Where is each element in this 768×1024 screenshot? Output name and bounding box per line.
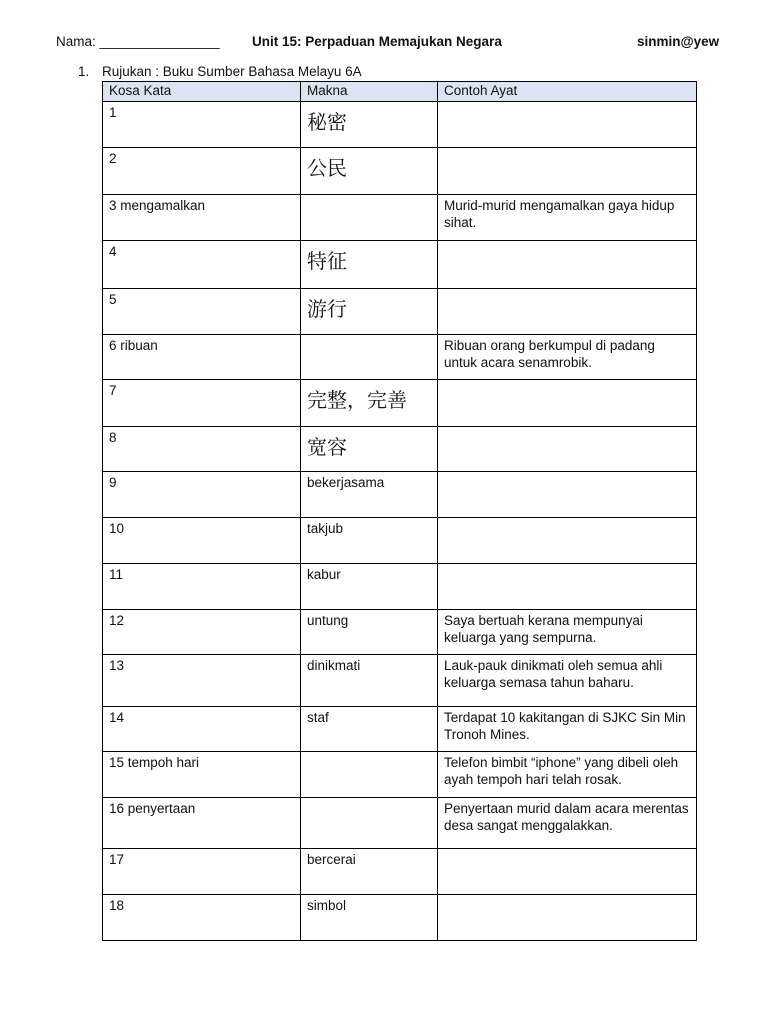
makna-cell <box>301 752 438 798</box>
table-row <box>103 752 697 798</box>
contoh-ayat-cell: Telefon bimbit “iphone” yang dibeli oleh ayah tempoh hari telah rosak. <box>438 752 697 798</box>
kosa-kata-cell: 17 <box>103 849 301 895</box>
makna-cell: staf <box>301 707 438 752</box>
contoh-ayat-cell: Lauk-pauk dinikmati oleh semua ahli keluarga semasa tahun baharu. <box>438 655 697 707</box>
contoh-ayat-cell <box>438 102 697 148</box>
kosa-kata-cell: 9 <box>103 472 301 518</box>
kosa-kata-cell: 8 <box>103 427 301 472</box>
contoh-ayat-cell <box>438 895 697 941</box>
vocabulary-table <box>102 81 697 941</box>
kosa-kata-cell: 2 <box>103 148 301 195</box>
contoh-ayat-cell <box>438 241 697 289</box>
kosa-kata-cell: 18 <box>103 895 301 941</box>
table-row <box>103 289 697 335</box>
table-row <box>103 380 697 427</box>
contoh-ayat-cell <box>438 380 697 427</box>
kosa-kata-cell: 12 <box>103 610 301 655</box>
header-kosa-kata: Kosa Kata <box>103 82 301 102</box>
table-row <box>103 849 697 895</box>
contoh-ayat-cell: Murid-murid mengamalkan gaya hidup sihat. <box>438 195 697 241</box>
table-row <box>103 472 697 518</box>
contoh-ayat-cell: Penyertaan murid dalam acara merentas desa sangat menggalakkan. <box>438 798 697 849</box>
table-row <box>103 148 697 195</box>
kosa-kata-cell: 15 tempoh hari <box>103 752 301 798</box>
makna-cell <box>301 798 438 849</box>
table-row <box>103 518 697 564</box>
kosa-kata-cell: 7 <box>103 380 301 427</box>
table-row <box>103 241 697 289</box>
makna-cell: kabur <box>301 564 438 610</box>
table-row <box>103 335 697 380</box>
table-row <box>103 102 697 148</box>
contoh-ayat-cell <box>438 427 697 472</box>
contoh-ayat-cell <box>438 289 697 335</box>
makna-cell: simbol <box>301 895 438 941</box>
contoh-ayat-cell: Ribuan orang berkumpul di padang untuk acara senamrobik. <box>438 335 697 380</box>
kosa-kata-cell: 4 <box>103 241 301 289</box>
contoh-ayat-cell: Saya bertuah kerana mempunyai keluarga yang sempurna. <box>438 610 697 655</box>
kosa-kata-cell: 3 mengamalkan <box>103 195 301 241</box>
makna-cell: 完整，完善 <box>301 380 438 427</box>
table-row <box>103 895 697 941</box>
kosa-kata-cell: 5 <box>103 289 301 335</box>
reference-line <box>78 64 362 79</box>
contoh-ayat-cell <box>438 472 697 518</box>
kosa-kata-cell: 1 <box>103 102 301 148</box>
name-field-label: Nama: ________________ <box>56 34 220 49</box>
table-row <box>103 195 697 241</box>
makna-cell: 游行 <box>301 289 438 335</box>
table-row <box>103 707 697 752</box>
kosa-kata-cell: 6 ribuan <box>103 335 301 380</box>
contoh-ayat-cell <box>438 849 697 895</box>
reference-number: 1. <box>78 64 90 79</box>
header-contoh-ayat: Contoh Ayat <box>438 82 697 102</box>
header-makna: Makna <box>301 82 438 102</box>
makna-cell: 宽容 <box>301 427 438 472</box>
kosa-kata-cell: 11 <box>103 564 301 610</box>
table-row <box>103 655 697 707</box>
table-row <box>103 564 697 610</box>
document-header <box>0 34 768 52</box>
table-body <box>103 102 697 941</box>
kosa-kata-cell: 16 penyertaan <box>103 798 301 849</box>
makna-cell: 特征 <box>301 241 438 289</box>
makna-cell: untung <box>301 610 438 655</box>
makna-cell: bercerai <box>301 849 438 895</box>
contoh-ayat-cell: Terdapat 10 kakitangan di SJKC Sin Min Tronoh Mines. <box>438 707 697 752</box>
kosa-kata-cell: 14 <box>103 707 301 752</box>
makna-cell: takjub <box>301 518 438 564</box>
makna-cell: bekerjasama <box>301 472 438 518</box>
reference-text: Rujukan : Buku Sumber Bahasa Melayu 6A <box>102 64 362 79</box>
contoh-ayat-cell <box>438 564 697 610</box>
unit-title: Unit 15: Perpaduan Memajukan Negara <box>252 34 502 49</box>
kosa-kata-cell: 13 <box>103 655 301 707</box>
contoh-ayat-cell <box>438 518 697 564</box>
table-row <box>103 427 697 472</box>
table-header-row <box>103 82 697 102</box>
makna-cell <box>301 195 438 241</box>
contoh-ayat-cell <box>438 148 697 195</box>
kosa-kata-cell: 10 <box>103 518 301 564</box>
makna-cell <box>301 335 438 380</box>
author-label: sinmin@yew <box>637 34 720 49</box>
makna-cell: 公民 <box>301 148 438 195</box>
table-row <box>103 610 697 655</box>
makna-cell: 秘密 <box>301 102 438 148</box>
makna-cell: dinikmati <box>301 655 438 707</box>
table-row <box>103 798 697 849</box>
